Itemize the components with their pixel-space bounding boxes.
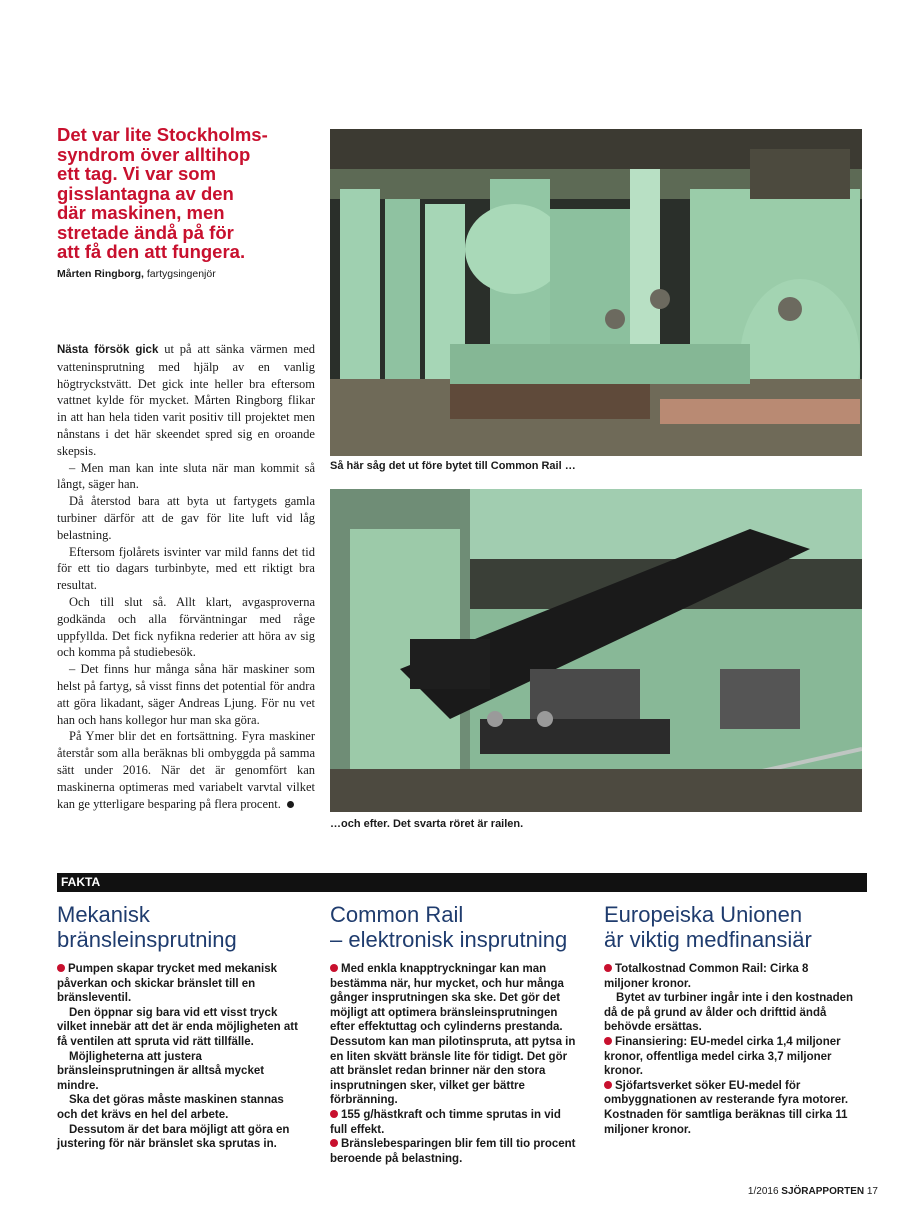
pull-quote-line: syndrom över alltihop <box>57 143 251 165</box>
photo-before <box>330 129 862 456</box>
pull-quote-line: gisslantagna av den <box>57 182 234 204</box>
facts-paragraph: Totalkostnad Common Rail: Cirka 8 miljoner kronor. <box>604 963 809 990</box>
facts-paragraph: Bytet av turbiner ingår inte i den kostnaden då de på grund av ålder och drifttid ändå behövde ersättas. <box>604 992 854 1034</box>
article-paragraph: På Ymer blir det en fortsättning. Fyra maskiner återstår som alla beräknas bli ombyggda på samma sätt under 2016. När det är genomfört kan maskinerna optimeras med variabelt varvtal vilket kan ge ytterligare besparing på flera procent. <box>57 729 315 811</box>
facts-heading: Common Rail – elektronisk insprutning <box>330 902 568 952</box>
facts-text <box>57 962 307 1152</box>
engine-before-image <box>330 129 862 456</box>
pull-quote-line: ett tag. Vi var som <box>57 163 217 184</box>
caption-after: …och efter. Det svarta röret är railen. <box>330 818 524 830</box>
pull-quote-line: att få den att fungera. <box>57 241 246 262</box>
facts-bar: FAKTA <box>57 873 867 892</box>
facts-text <box>604 962 854 1137</box>
page-footer <box>748 1186 878 1197</box>
article-paragraph: Nästa försök gick ut på att sänka värmen med vatteninsprutning med hjälp av en vanlig högtryckstvätt. Det gick inte heller bra eftersom vattnet kylde för mycket. Mårten Ringborg flikar in att han hela tiden varit positiv till projektet men nånstans i det här skeendet spred sig en oroande skepsis. <box>57 342 316 458</box>
article-paragraph: Eftersom fjolårets isvinter var mild fanns det tid för ett tio dagars turbinbyte, med ett riktigt bra resultat. <box>57 544 315 593</box>
engine-after-image <box>330 489 862 812</box>
photo-after <box>330 489 862 812</box>
pull-quote <box>57 125 312 262</box>
facts-paragraph: Sjöfartsverket söker EU-medel för ombyggnationen av resterande fyra motorer. Kostnaden för samtliga beräknas till cirka 11 miljoner kronor. <box>604 1079 849 1136</box>
article-paragraph: Och till slut så. Allt klart, avgasproverna godkända och alla förväntningar med råge uppfyllda. Det fick nyfikna rederier att höra av sig och komma på studiebesök. <box>57 594 315 660</box>
facts-column-mechanical <box>57 902 307 1152</box>
bullet-icon <box>604 964 612 972</box>
lead-in: Nästa försök gick <box>57 344 159 356</box>
facts-paragraph: Möjligheterna att justera bränsleinsprutningen är alltså mycket mindre. <box>57 1050 265 1092</box>
article-paragraph: Då återstod bara att byta ut fartygets gamla turbiner därför att de gav för lite luft vid låg belastning. <box>57 494 315 542</box>
facts-paragraph: Dessutom är det bara möjligt att göra en justering för när bränslet ska sprutas in. <box>57 1123 290 1151</box>
attribution-name: Mårten Ringborg, <box>57 268 144 280</box>
bullet-icon <box>604 1037 612 1045</box>
end-mark-icon <box>287 801 294 808</box>
pull-quote-line: där maskinen, men <box>57 202 225 223</box>
article-paragraph: – Men man kan inte sluta när man kommit så långt, säger han. <box>57 460 315 492</box>
bullet-icon <box>57 964 65 972</box>
page-number: 17 <box>866 1186 878 1197</box>
facts-paragraph: Med enkla knapptryckningar kan man bestämma när, hur mycket, och hur många gånger insprutningen ska ske. Det gör det möjligt att optimera bränsleinsprutningen efter effektuttag och cylinderns prestanda. Dessutom kan man pilotinspruta, att pytsa in en liten skvätt bränsle lite för tidigt. Det gör att bränslet redan brinner när den stora insprutningen sker, vilket ger bättre förbränning. <box>330 963 576 1107</box>
facts-paragraph: 155 g/hästkraft och timme sprutas in vid full effekt. <box>330 1108 561 1136</box>
facts-column-common-rail <box>330 902 580 1166</box>
attribution-role: fartygsingenjör <box>146 268 216 280</box>
facts-heading: Mekanisk bränsleinsprutning <box>57 902 237 952</box>
bullet-icon <box>330 1110 338 1118</box>
pull-quote-line: Det var lite Stockholms- <box>57 124 268 145</box>
facts-paragraph: Bränslebesparingen blir fem till tio procent beroende på belastning. <box>330 1138 576 1165</box>
pull-quote-line: stretade ändå på för <box>57 221 234 243</box>
quote-attribution <box>57 268 216 280</box>
facts-paragraph: Finansiering: EU-medel cirka 1,4 miljoner kronor, offentliga medel cirka 3,7 miljoner kronor. <box>604 1035 841 1078</box>
caption-before: Så här såg det ut före bytet till Common Rail … <box>330 460 576 472</box>
bullet-icon <box>330 964 338 972</box>
article-body <box>57 341 315 812</box>
issue-number: 1/2016 <box>747 1186 779 1197</box>
magazine-name: SJÖRAPPORTEN <box>781 1186 865 1197</box>
facts-heading: Europeiska Unionen är viktig medfinansiär <box>604 902 812 952</box>
facts-column-eu <box>604 902 854 1137</box>
article-paragraph: – Det finns hur många såna här maskiner som helst på fartyg, så visst finns det potential för andra att göra likadant, säger Andreas Ljung. För nu vet han och hans kollegor hur man ska göra. <box>57 662 315 727</box>
bullet-icon <box>330 1139 338 1147</box>
bullet-icon <box>604 1081 612 1089</box>
facts-text <box>330 962 580 1166</box>
facts-paragraph: Den öppnar sig bara vid ett visst tryck vilket innebär att det är enda möjligheten att få ventilen att spruta vid rätt tillfälle. <box>57 1006 298 1048</box>
facts-paragraph: Ska det göras måste maskinen stannas och det krävs en hel del arbete. <box>57 1094 284 1121</box>
facts-paragraph: Pumpen skapar trycket med mekanisk påverkan och skickar bränslet till en bränsleventil. <box>57 963 278 1005</box>
